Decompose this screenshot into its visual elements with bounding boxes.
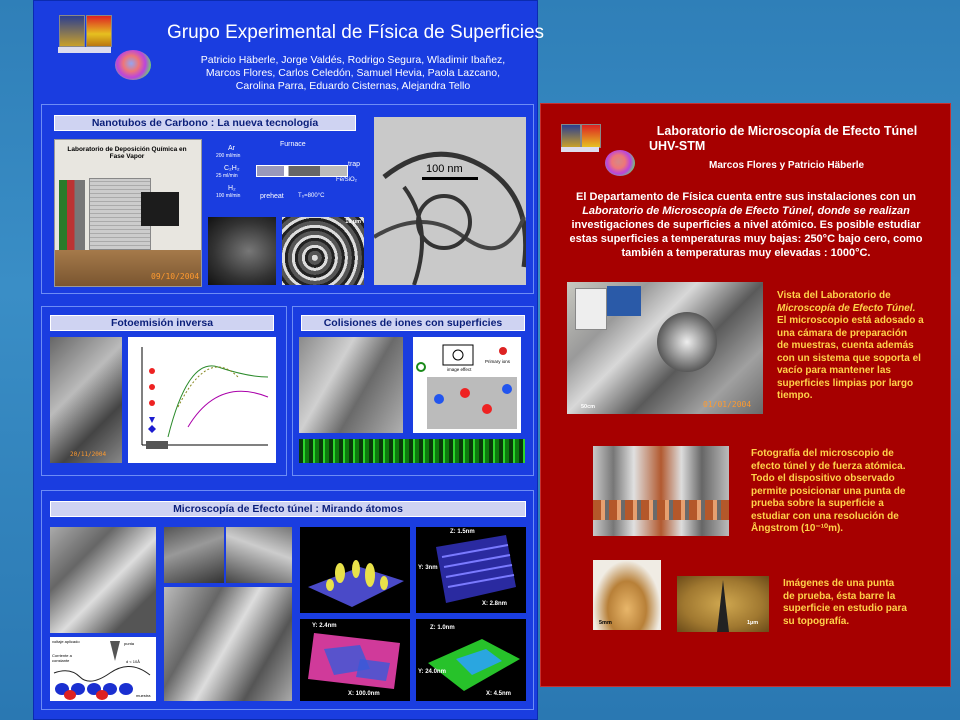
- stm4-z-label: Z: 1.0nm: [430, 625, 455, 631]
- stm-lab-photo: [567, 282, 763, 414]
- tip-micrograph: [677, 576, 769, 632]
- red-intro-line-2: Laboratorio de Microscopía de Efecto Túnel, donde se realizan: [582, 205, 910, 217]
- sem-scale-label: 10 µm: [345, 219, 361, 225]
- stm-header: Microscopía de Efecto túnel : Mirando átomos: [50, 501, 526, 517]
- ion-primary-label: Primary ions: [485, 359, 511, 364]
- diagram-temp-label: T₀=800°C: [298, 193, 325, 199]
- red-title-line-1: Laboratorio de Microscopía de Efecto Túnel: [656, 124, 918, 138]
- photoemission-header: Fotoemisión inversa: [50, 315, 274, 331]
- block1-text: [777, 290, 949, 403]
- stm3-x-label: X: 100.0nm: [348, 691, 380, 697]
- university-logo-left: [59, 15, 85, 47]
- department-emblem-icon: [115, 50, 151, 80]
- photoemission-date: 20/11/2004: [70, 451, 107, 458]
- diagram-h2-flow: 100 ml/min: [216, 193, 241, 199]
- block1-line-8: superficies limpias por largo: [777, 377, 914, 389]
- tip-micrograph-scale: 1µm: [747, 620, 759, 626]
- block2-line-4: permite posicionar una punta de: [751, 485, 906, 497]
- lab-photo-caption: Laboratorio de Deposición Química en Fase Vapor: [67, 146, 187, 160]
- diagram-ar-label: Ar: [228, 145, 235, 152]
- tip-holder-scale: 5mm: [599, 620, 612, 626]
- microscope-copper-band: [593, 500, 729, 520]
- poster-right: [540, 103, 951, 687]
- cvd-setup-diagram: [210, 139, 370, 213]
- red-title: [637, 124, 937, 154]
- block2-line-5: prueba sobre la superficie a: [751, 498, 884, 509]
- block3-line-2: de prueba, ésta barre la: [783, 590, 896, 602]
- red-intro-line-3: investigaciones de superficies a nivel atómico. Es posible estudiar: [571, 219, 921, 231]
- block2-line-3: Todo el dispositivo observado: [751, 473, 895, 484]
- stm-topography-2: [416, 527, 526, 613]
- block2-line-6: estudiar con una resolución de: [751, 510, 899, 522]
- block1-line-7: vacío para mantener las: [777, 365, 891, 376]
- block1-line-6: con un sistema que soporta el: [777, 352, 921, 364]
- stm2-y-label: Y: 3nm: [418, 565, 438, 571]
- authors-line-1: Patricio Häberle, Jorge Valdés, Rodrigo Segura, Wladimir Ibañez,: [200, 54, 506, 66]
- section-nanotubes: [41, 104, 534, 294]
- block3-line-3: superficie en estudio para: [783, 603, 907, 614]
- photoemission-photo: [50, 337, 122, 463]
- diagram-c2h2-label: C₂H₂: [224, 165, 240, 172]
- stm-chamber-photo: [164, 587, 292, 701]
- red-logo-strip: [561, 147, 599, 152]
- red-university-logo-left: [561, 124, 581, 148]
- stm-instrument-photo-3: [226, 527, 292, 583]
- authors: [183, 54, 523, 93]
- sem-image-1: [208, 217, 276, 285]
- block1-line-9: tiempo.: [777, 390, 813, 401]
- section-stm: [41, 490, 534, 710]
- schematic-current: Corriente a constante: [52, 653, 72, 663]
- furnace-box: [141, 192, 179, 226]
- stm2-x-label: X: 2.8nm: [482, 601, 508, 607]
- block1-line-2: Microscopía de Efecto Túnel.: [777, 302, 916, 314]
- block3-text: [783, 578, 943, 628]
- university-logo-right: [86, 15, 112, 47]
- stm-lab-scale: 50cm: [581, 404, 596, 410]
- block1-line-4: una cámara de preparación: [777, 327, 908, 339]
- authors-line-2: Marcos Flores, Carlos Celedón, Samuel Hevia, Paola Lazcano,: [205, 67, 501, 79]
- stm-topography-1: [300, 527, 410, 613]
- gas-cylinders: [59, 180, 85, 260]
- red-intro-line-4: estas superficies a temperaturas muy bajas: 250°C bajo cero, como: [569, 233, 923, 245]
- poster-title: Grupo Experimental de Física de Superficies: [167, 22, 545, 43]
- ion-collision-diagram: [413, 337, 521, 433]
- tem-nanotube-drawing: [374, 117, 526, 285]
- ion-collisions-header: Colisiones de iones con superficies: [301, 315, 525, 331]
- red-title-line-2: UHV-STM: [649, 139, 706, 153]
- stm-lab-date: 01/01/2004: [703, 400, 752, 409]
- sem-image-2: [282, 217, 364, 285]
- section-ion-collisions: [292, 306, 534, 476]
- schematic-tip: punta: [124, 641, 135, 646]
- poster-left: [33, 0, 545, 720]
- stm4-x-label: X: 4.5nm: [486, 691, 512, 697]
- block3-line-4: su topografía.: [783, 615, 850, 627]
- red-intro-line-1: El Departamento de Física cuenta entre sus instalaciones con un: [576, 191, 916, 203]
- block1-line-5: de muestras, cuenta además: [777, 340, 914, 351]
- tip-holder-photo: [593, 560, 661, 630]
- photoemission-energy-diagram: [128, 337, 276, 463]
- authors-line-3: Carolina Parra, Eduardo Cisternas, Alejandra Tello: [235, 80, 471, 92]
- stm-lab-window: [575, 288, 607, 330]
- diagram-preheat-label: preheat: [260, 193, 284, 200]
- diagram-substrate-label: Fe/SiO₂: [336, 177, 357, 183]
- block3-line-1: Imágenes de una punta: [783, 578, 895, 589]
- red-intro: [551, 190, 941, 260]
- stm-instrument-photo-1: [50, 527, 156, 633]
- diagram-c2h2-flow: 25 ml/min: [216, 173, 238, 179]
- block1-line-3: El microscopio está adosado a: [777, 315, 924, 326]
- tem-scale-label: 100 nm: [426, 163, 463, 175]
- stm-topography-4: [416, 619, 526, 701]
- block1-line-1: [777, 290, 949, 303]
- diagram-ar-flow: 200 ml/min: [216, 153, 241, 159]
- ion-green-strip: [299, 439, 525, 463]
- block2-text: [751, 448, 947, 536]
- red-university-logo-right: [581, 124, 601, 148]
- stm-lab-board: [607, 286, 641, 316]
- diagram-tube: [256, 165, 348, 177]
- block2-line-2: efecto túnel y de fuerza atómica.: [751, 460, 906, 472]
- lab-photo-date: 09/10/2004: [151, 272, 200, 281]
- block2-line-1: Fotografía del microscopio de: [751, 448, 894, 459]
- section-photoemission: [41, 306, 287, 476]
- stm2-z-label: Z: 1.5nm: [450, 529, 475, 535]
- logo-caption-strip: [58, 47, 111, 53]
- schematic-distance: d < 10Å: [126, 659, 140, 664]
- schematic-sample: muestra: [136, 693, 151, 698]
- stm-lab-chamber: [657, 312, 717, 372]
- red-authors: Marcos Flores y Patricio Häberle: [709, 160, 865, 171]
- stm4-y-label: Y: 24.0nm: [418, 669, 446, 675]
- block1-line-1-text: Vista del Laboratorio de: [777, 290, 891, 301]
- stm-topography-3: [300, 619, 410, 701]
- ion-image-effect-label: image effect: [447, 367, 472, 372]
- diagram-furnace-label: Furnace: [280, 141, 306, 148]
- block2-line-7: Ångstrom (10⁻¹⁰m).: [751, 523, 844, 534]
- ion-lab-photo: [299, 337, 403, 433]
- diagram-trap-label: trap: [348, 161, 361, 168]
- red-department-emblem-icon: [605, 150, 635, 176]
- tem-nanotube-image: [374, 117, 526, 285]
- cvd-lab-photo: [54, 139, 202, 287]
- red-intro-line-5: también a temperaturas muy elevadas : 1000°C.: [621, 247, 871, 259]
- tem-scale-bar: [422, 177, 478, 180]
- microscope-closeup-photo: [593, 446, 729, 536]
- stm-instrument-photo-2: [164, 527, 224, 583]
- stm-schematic: [50, 637, 156, 701]
- nanotubes-header: Nanotubos de Carbono : La nueva tecnología: [54, 115, 356, 131]
- diagram-h2-label: H₂: [228, 185, 236, 192]
- schematic-voltage: voltaje aplicado: [52, 639, 80, 644]
- stm3-y-label: Y: 2.4nm: [312, 623, 337, 629]
